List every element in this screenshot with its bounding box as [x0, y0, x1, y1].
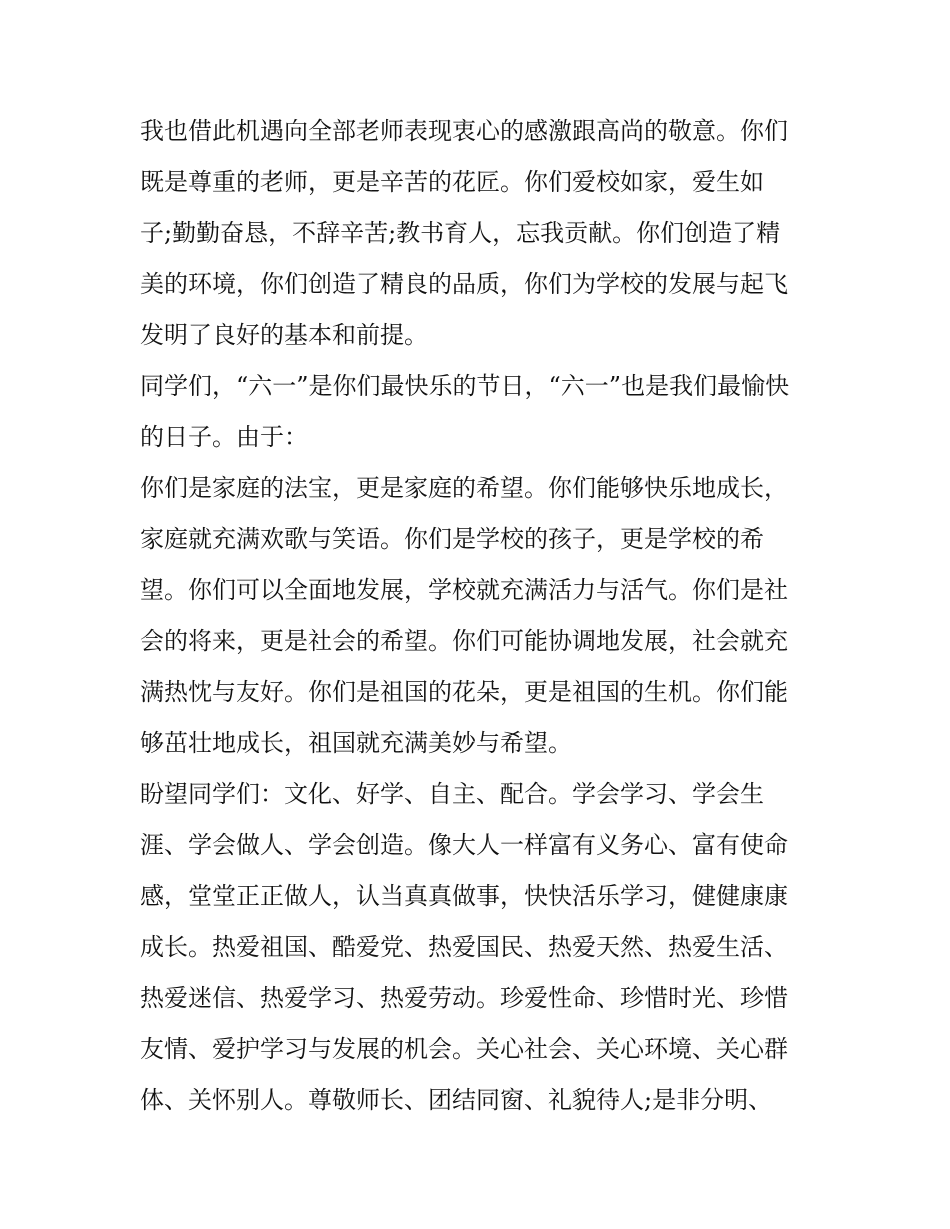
text-line: 家庭就充满欢歌与笑语。你们是学校的孩子，更是学校的希 [140, 525, 764, 553]
text-line: 友情、爱护学习与发展的机会。关心社会、关心环境、关心群 [140, 1035, 788, 1063]
text-line: 成长。热爱祖国、酷爱党、热爱国民、热爱天然、热爱生活、 [140, 933, 788, 961]
text-line: 美的环境，你们创造了精良的品质，你们为学校的发展与起飞 [140, 270, 788, 298]
text-line: 体、关怀别人。尊敬师长、团结同窗、礼貌待人;是非分明、 [140, 1086, 773, 1114]
text-line: 既是尊重的老师，更是辛苦的花匠。你们爱校如家，爱生如 [140, 168, 764, 196]
text-line: 热爱迷信、热爱学习、热爱劳动。珍爱性命、珍惜时光、珍惜 [140, 984, 788, 1012]
text-line: 同学们，“六一”是你们最快乐的节日，“六一”也是我们最愉快 [140, 372, 790, 400]
text-line: 够茁壮地成长，祖国就充满美妙与希望。 [140, 729, 572, 757]
text-line: 望。你们可以全面地发展，学校就充满活力与活气。你们是社 [140, 576, 788, 604]
text-line: 会的将来，更是社会的希望。你们可能协调地发展，社会就充 [140, 627, 788, 655]
text-line: 满热忱与友好。你们是祖国的花朵，更是祖国的生机。你们能 [140, 678, 788, 706]
text-line: 你们是家庭的法宝，更是家庭的希望。你们能够快乐地成长， [140, 474, 788, 502]
body-text [140, 106, 820, 1126]
text-line: 子;勤勤奋恳，不辞辛苦;教书育人，忘我贡献。你们创造了精 [140, 219, 781, 247]
text-line: 我也借此机遇向全部老师表现衷心的感激跟高尚的敬意。你们 [140, 117, 788, 145]
text-line: 的日子。由于： [140, 423, 308, 451]
text-line: 盼望同学们：文化、好学、自主、配合。学会学习、学会生 [140, 780, 764, 808]
text-line: 感，堂堂正正做人，认当真真做事，快快活乐学习，健健康康 [140, 882, 788, 910]
text-line: 涯、学会做人、学会创造。像大人一样富有义务心、富有使命 [140, 831, 788, 859]
text-line: 发明了良好的基本和前提。 [140, 321, 428, 349]
